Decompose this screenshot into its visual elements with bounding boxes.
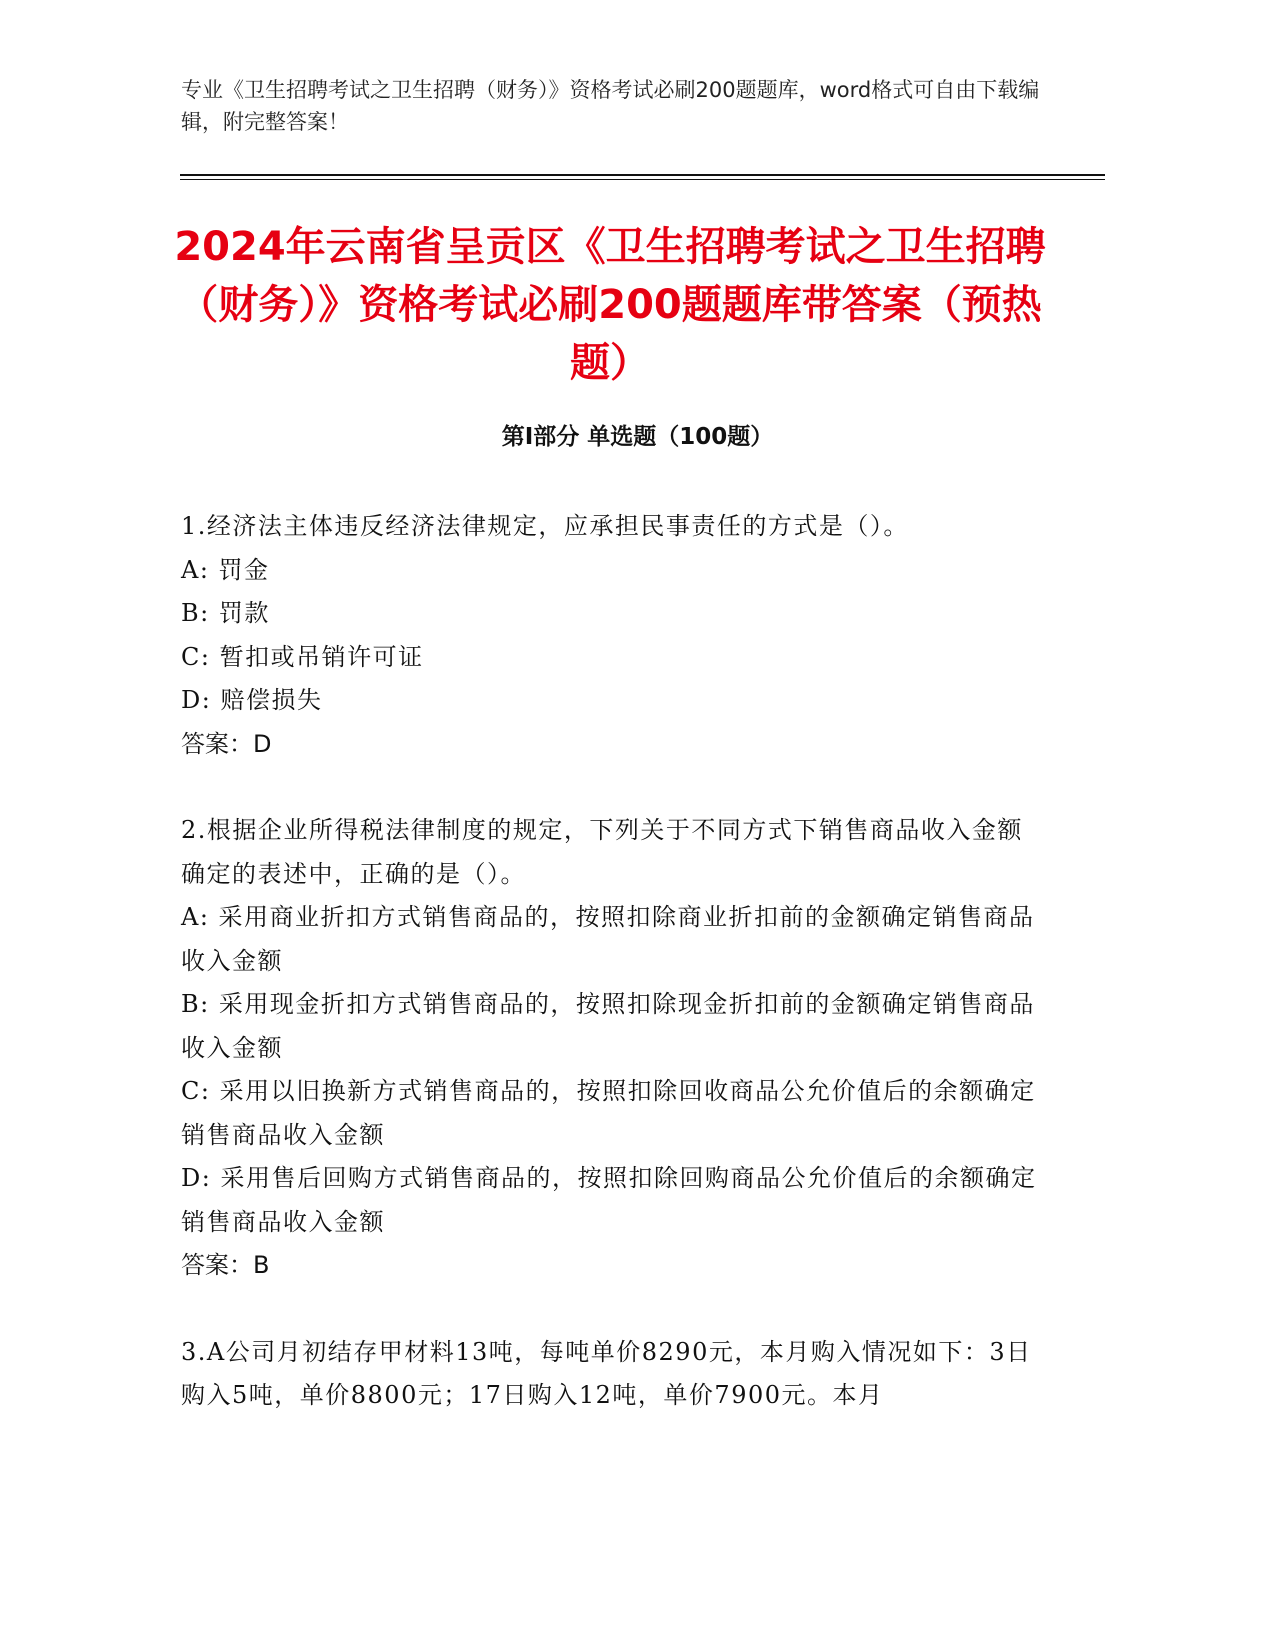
answer: 答案：D <box>181 729 272 758</box>
question-3 <box>181 1331 1041 1418</box>
option-a: A: 罚金 <box>181 555 270 584</box>
question-stem: 2.根据企业所得税法律制度的规定，下列关于不同方式下销售商品收入金额确定的表述中，正确的是（）。 <box>181 816 1023 888</box>
option-d: D: 采用售后回购方式销售商品的，按照扣除回购商品公允价值后的余额确定销售商品收入金额 <box>181 1164 1037 1236</box>
section-title: 第I部分 单选题（100题） <box>501 424 774 450</box>
option-c: C: 采用以旧换新方式销售商品的，按照扣除回收商品公允价值后的余额确定销售商品收入金额 <box>181 1077 1036 1149</box>
question-stem: 1.经济法主体违反经济法律规定，应承担民事责任的方式是（）。 <box>181 512 909 540</box>
question-gap <box>181 766 1041 809</box>
header-divider-thin <box>180 179 1105 180</box>
header-divider-thick <box>180 174 1105 176</box>
header-note: 专业《卫生招聘考试之卫生招聘（财务）》资格考试必刷200题题库，word格式可自由下载编辑，附完整答案！ <box>181 78 1040 134</box>
option-b: B: 采用现金折扣方式销售商品的，按照扣除现金折扣前的金额确定销售商品收入金额 <box>181 990 1035 1062</box>
answer: 答案：B <box>181 1251 270 1279</box>
option-b: B: 罚款 <box>181 599 270 627</box>
option-a: A: 采用商业折扣方式销售商品的，按照扣除商业折扣前的金额确定销售商品收入金额 <box>181 903 1035 975</box>
question-1 <box>181 505 1041 766</box>
question-gap <box>181 1288 1041 1331</box>
option-d: D: 赔偿损失 <box>181 686 323 714</box>
question-stem: 3.A公司月初结存甲材料13吨，每吨单价8290元，本月购入情况如下：3日购入5吨，单价8800元；17日购入12吨，单价7900元。本月 <box>181 1337 1032 1409</box>
option-c: C: 暂扣或吊销许可证 <box>181 642 424 671</box>
document-title: 2024年云南省呈贡区《卫生招聘考试之卫生招聘（财务）》资格考试必刷200题题库带答案（预热题） <box>174 224 1046 386</box>
question-list <box>181 505 1041 1418</box>
question-2 <box>181 809 1041 1288</box>
